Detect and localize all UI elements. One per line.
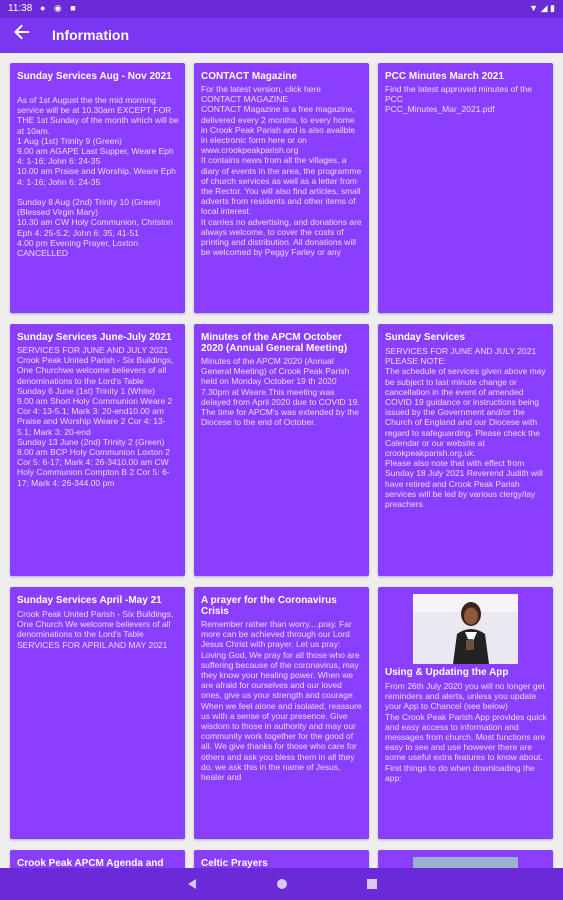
circle-home-icon[interactable] <box>274 876 290 892</box>
card-body: From 26th July 2020 you will no longer get reminders and alerts, unless you update your App to Chancel (see below) The Crook Peak Parish App provides quick and easy access to information and messages from church. Most functions are easy to see and use however there are some useful extra features to know about. First things to do when downloading the app: <box>385 681 547 783</box>
status-bar <box>0 0 563 18</box>
card-apcm-agenda[interactable] <box>10 850 185 868</box>
card-sunday-services[interactable] <box>378 324 553 576</box>
card-title: Sunday Services <box>385 332 466 343</box>
card-pcc-minutes[interactable] <box>378 63 553 313</box>
card-title: Sunday Services April -May 21 <box>17 595 162 606</box>
card-title: Minutes of the APCM October 2020 (Annual General Meeting) <box>201 332 348 354</box>
card-body: Remember rather than worry....pray. Far more can be achieved through our Lord Jesus Christ with prayer. Let us pray: Loving God, We pray for all those who are suffering because of the coronavirus, may they know your healing power. When we are afraid for ourselves and our loved ones, give us your strength and courage. When we feel alone and isolated, reassure us with a sense of your presence. Give wisdom to those in authority and may our community work together for the good of all. We give thanks for those who care for others and ask you bless them in all they do. we ask this in the name of Jesus, healer and <box>201 619 362 783</box>
card-title: Sunday Services Aug - Nov 2021 <box>17 71 172 82</box>
app-bar <box>0 18 563 53</box>
card-title: Sunday Services June-July 2021 <box>17 332 172 343</box>
card-image-item[interactable] <box>378 850 553 868</box>
card-body: Crook Peak United Parish - Six Buildings, One Church We welcome believers of all denominations to the Lord's Table SERVICES FOR APRIL AND MAY 2021 <box>17 609 174 650</box>
card-contact-magazine[interactable] <box>194 63 369 313</box>
card-body: SERVICES FOR JUNE AND JULY 2021 PLEASE NOTE: The schedule of services given above may be subject to last minute change or cancellation in the event of amended COVID 19 guidance or instructions being issued by the Government and/or the Church of England and our Diocese with regard to safeguarding. Please check the Calendar or our website at crookpeakparish.org.uk. Please also note that with effect from Sunday 18 July 2021 Reverend Judith will have retired and Crook Peak Parish services will be led by various clergy/lay preachers. <box>385 346 546 510</box>
card-body: For the latest version, click here CONTACT MAGAZINE CONTACT Magazine is a free magazine, delivered every 2 months, to every home in Crook Peak Parish and is also availble in electronic form here or on www.crookpeakparish.org It contains news from all the villages, a diary of events in the area, the programme of church services as well as a letter from the Rector. You will also find articles, small adverts from residents and other items of local interest. It carries no advertising, and donations are always welcome, to cover the costs of printing and distribution. All donations will be welcomed by Peggy Farley or any <box>201 84 362 258</box>
card-sunday-services-june-july[interactable] <box>10 324 185 576</box>
square-recents-icon[interactable] <box>364 876 380 892</box>
status-time: 11:38 <box>8 3 33 14</box>
wifi-icon: ▼ <box>529 3 539 13</box>
card-body: Find the latest approved minutes of the PCC PCC_Minutes_Mar_2021.pdf <box>385 84 532 115</box>
battery-icon: ▮ <box>550 3 555 13</box>
card-title: A prayer for the Coronavirus Crisis <box>201 595 337 617</box>
card-title: PCC Minutes March 2021 <box>385 71 504 82</box>
triangle-back-icon[interactable] <box>184 876 200 892</box>
card-body: As of 1st August the the mid morning service will be at 10.30am EXCEPT FOR THE 1st Sunday of the month which will be at 10am. 1 Aug (1st) Trinity 9 (Green) 9.00 am AGAPE Last Supper, Weare Eph 4: 1-16; John 6: 24-35 10.00 am Praise and Worship, Weare Eph 4: 1-16; John 6: 24-35 Sunday 8 Aug (2nd) Trinity 10 (Green) (Blessed Virgin Mary) 10.30 am CW Holy Communion, Christon Eph 4: 25-5.2; John 6: 35, 41-51 4.00 pm Evening Prayer, Loxton CANCELLED <box>17 95 179 259</box>
page-title: Information <box>52 27 129 43</box>
system-nav-bar <box>0 868 563 900</box>
arrow-left-icon[interactable] <box>12 24 32 44</box>
card-title: Celtic Prayers <box>201 858 268 868</box>
card-coronavirus-prayer[interactable] <box>194 587 369 839</box>
card-title: CONTACT Magazine <box>201 71 297 82</box>
woman-with-phone-image <box>413 594 518 664</box>
notification-icons: ● ◉ ■ <box>40 3 79 13</box>
signal-icon: ◢ <box>540 3 548 13</box>
card-body: SERVICES FOR JUNE AND JULY 2021 Crook Peak United Parish - Six Buildings, One Churchwe welcome believers of all denominations to the Lord's Table Sunday 6 June (1st) Trinity 1 (White) 9.00 am Short Holy Communion Weare 2 Cor 4: 13-5.1; Mark 3: 20-end10.00 am Praise and Worship Weare 2 Cor 4: 13-5.1; Mark 3: 20-end Sunday 13 June (2nd) Trinity 2 (Green) 8.00 am BCP Holy Communion Loxton 2 Cor 5: 6-17; Mark 4: 26-3410.00 am CW Holy Communion Compton B 2 Cor 5: 6-17; Mark 4: 26-344.00 pm <box>17 345 174 488</box>
card-sunday-services-april-may[interactable] <box>10 587 185 839</box>
system-icons <box>529 3 555 14</box>
information-grid <box>0 53 563 868</box>
card-body: Minutes of the APCM 2020 (Annual General Meeting) of Crook Peak Parish held on Monday October 19 th 2020 7.30pm at Weare.This meeting was delayed from April 2020 due to COVID 19. The time for APCM's was extended by the Diocese to the end of October. <box>201 356 360 428</box>
card-title: Using & Updating the App <box>385 667 509 678</box>
card-title: Crook Peak APCM Agenda and <box>17 858 164 868</box>
card-using-updating-app[interactable] <box>378 587 553 839</box>
card-image <box>413 857 518 868</box>
card-sunday-services-aug-nov[interactable] <box>10 63 185 313</box>
card-apcm-minutes[interactable] <box>194 324 369 576</box>
card-celtic-prayers[interactable] <box>194 850 369 868</box>
